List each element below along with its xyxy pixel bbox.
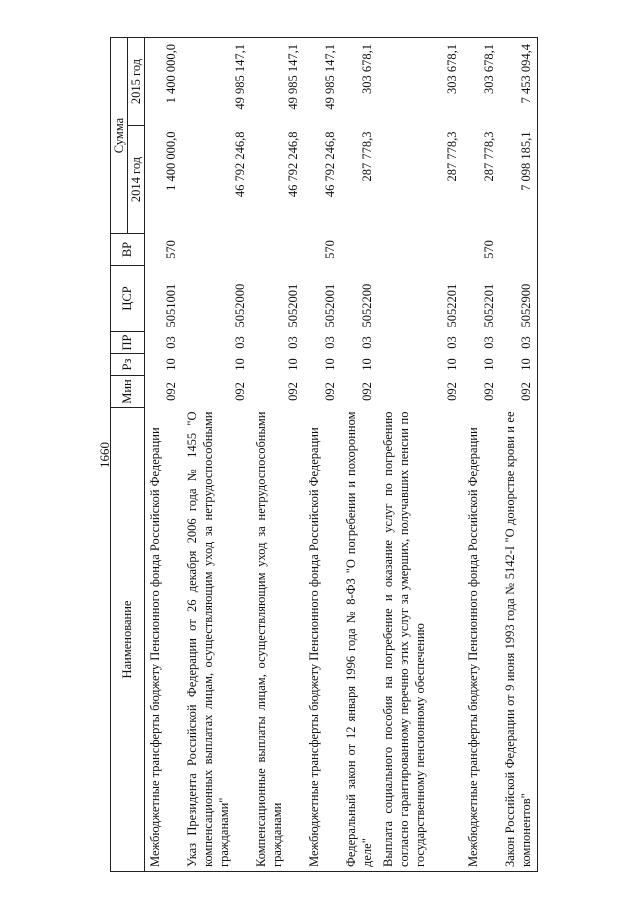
row-pr: 03 — [360, 336, 374, 349]
row-vr — [182, 234, 251, 266]
row-sum-2014: 46 792 246,8 — [323, 131, 337, 198]
row-rz: 10 — [500, 354, 538, 376]
row-csr: 5052000 — [233, 283, 247, 328]
page-number: 1660 — [97, 442, 112, 468]
table-row — [500, 38, 538, 872]
row-rz: 10 — [233, 358, 247, 371]
row-name: Выплата социального пособия на погребение и оказание услуг по погребению согласно гарантированному перечню этих услуг за умерших, получавших пенсии по государственному пенсионному обеспечению — [378, 408, 463, 872]
row-pr: 03 — [482, 336, 496, 349]
header-rz: Рз — [111, 354, 145, 376]
row-min: 092 — [500, 376, 538, 408]
row-sum-2014: 287 778,3 — [482, 131, 496, 182]
row-name: Компенсационные выплаты лицам, осуществляющим уход за нетрудоспособными гражданами — [251, 408, 304, 872]
header-pr: ПР — [111, 332, 145, 354]
row-name: Федеральный закон от 12 января 1996 года № 8-ФЗ "О погребении и похоронном деле" — [341, 408, 378, 872]
row-min: 092 — [482, 382, 496, 401]
row-csr: 5052900 — [500, 266, 538, 332]
row-vr — [378, 234, 463, 266]
row-vr: 570 — [164, 240, 178, 259]
row-rz: 10 — [445, 358, 459, 371]
budget-table — [110, 37, 538, 872]
row-min: 092 — [233, 382, 247, 401]
header-min: Мин — [111, 376, 145, 408]
row-sum-2015: 303 678,1 — [378, 38, 463, 126]
header-csr: ЦСР — [111, 266, 145, 332]
row-sum-2015: 303 678,1 — [341, 38, 378, 126]
row-min: 092 — [286, 382, 300, 401]
row-csr: 5052001 — [323, 283, 337, 328]
header-2015: 2015 год — [128, 38, 145, 126]
table-header — [111, 38, 145, 872]
row-pr: 03 — [286, 336, 300, 349]
table-row — [378, 38, 463, 872]
row-pr: 03 — [323, 336, 337, 349]
row-csr: 5052201 — [482, 283, 496, 328]
table-row — [251, 38, 304, 872]
table-row — [463, 38, 500, 872]
row-sum-2015: 1 400 000,0 — [145, 38, 183, 126]
row-pr: 03 — [500, 332, 538, 354]
row-vr — [251, 234, 304, 266]
header-2014: 2014 год — [128, 126, 145, 234]
row-rz: 10 — [482, 358, 496, 371]
table-body — [145, 38, 538, 872]
row-sum-2015: 49 985 147,1 — [304, 38, 341, 126]
row-sum-2015: 49 985 147,1 — [251, 38, 304, 126]
row-min: 092 — [323, 382, 337, 401]
row-vr: 570 — [482, 240, 496, 259]
row-min: 092 — [445, 382, 459, 401]
table-row — [341, 38, 378, 872]
row-vr — [500, 234, 538, 266]
row-name: Межбюджетные трансферты бюджету Пенсионного фонда Российской Федерации — [304, 408, 341, 872]
row-min: 092 — [164, 382, 178, 401]
rotated-page-content — [80, 30, 600, 880]
row-csr: 5052201 — [445, 283, 459, 328]
table-row — [304, 38, 341, 872]
row-csr: 5052001 — [286, 283, 300, 328]
row-pr: 03 — [445, 336, 459, 349]
row-name: Межбюджетные трансферты бюджету Пенсионного фонда Российской Федерации — [463, 408, 500, 872]
row-rz: 10 — [360, 358, 374, 371]
header-name: Наименование — [111, 408, 145, 872]
row-sum-2014: 7 098 185,1 — [500, 126, 538, 234]
row-min: 092 — [360, 382, 374, 401]
header-sum: Сумма — [111, 38, 128, 234]
row-csr: 5051001 — [164, 283, 178, 328]
row-rz: 10 — [323, 358, 337, 371]
row-rz: 10 — [286, 358, 300, 371]
row-vr: 570 — [323, 240, 337, 259]
table-row — [182, 38, 251, 872]
row-rz: 10 — [164, 358, 178, 371]
row-sum-2014: 287 778,3 — [445, 131, 459, 182]
row-sum-2014: 46 792 246,8 — [286, 131, 300, 198]
row-pr: 03 — [233, 336, 247, 349]
row-pr: 03 — [164, 336, 178, 349]
row-sum-2015: 303 678,1 — [463, 38, 500, 126]
row-name: Межбюджетные трансферты бюджету Пенсионного фонда Российской Федерации — [145, 408, 183, 872]
row-sum-2014: 1 400 000,0 — [164, 131, 178, 191]
row-csr: 5052200 — [360, 283, 374, 328]
row-vr — [341, 234, 378, 266]
row-sum-2014: 46 792 246,8 — [233, 131, 247, 198]
row-sum-2014: 287 778,3 — [360, 131, 374, 182]
row-sum-2015: 49 985 147,1 — [182, 38, 251, 126]
table-row — [145, 38, 183, 872]
row-name: Закон Российской Федерации от 9 июня 1993 года № 5142-I "О донорстве крови и ее компонентов" — [500, 408, 538, 872]
row-name: Указ Президента Российской Федерации от 26 декабря 2006 года № 1455 "О компенсационных выплатах лицам, осуществляющим уход за нетрудоспособными гражданами" — [182, 408, 251, 872]
header-vr: ВР — [111, 234, 145, 266]
row-sum-2015: 7 453 094,4 — [500, 38, 538, 126]
